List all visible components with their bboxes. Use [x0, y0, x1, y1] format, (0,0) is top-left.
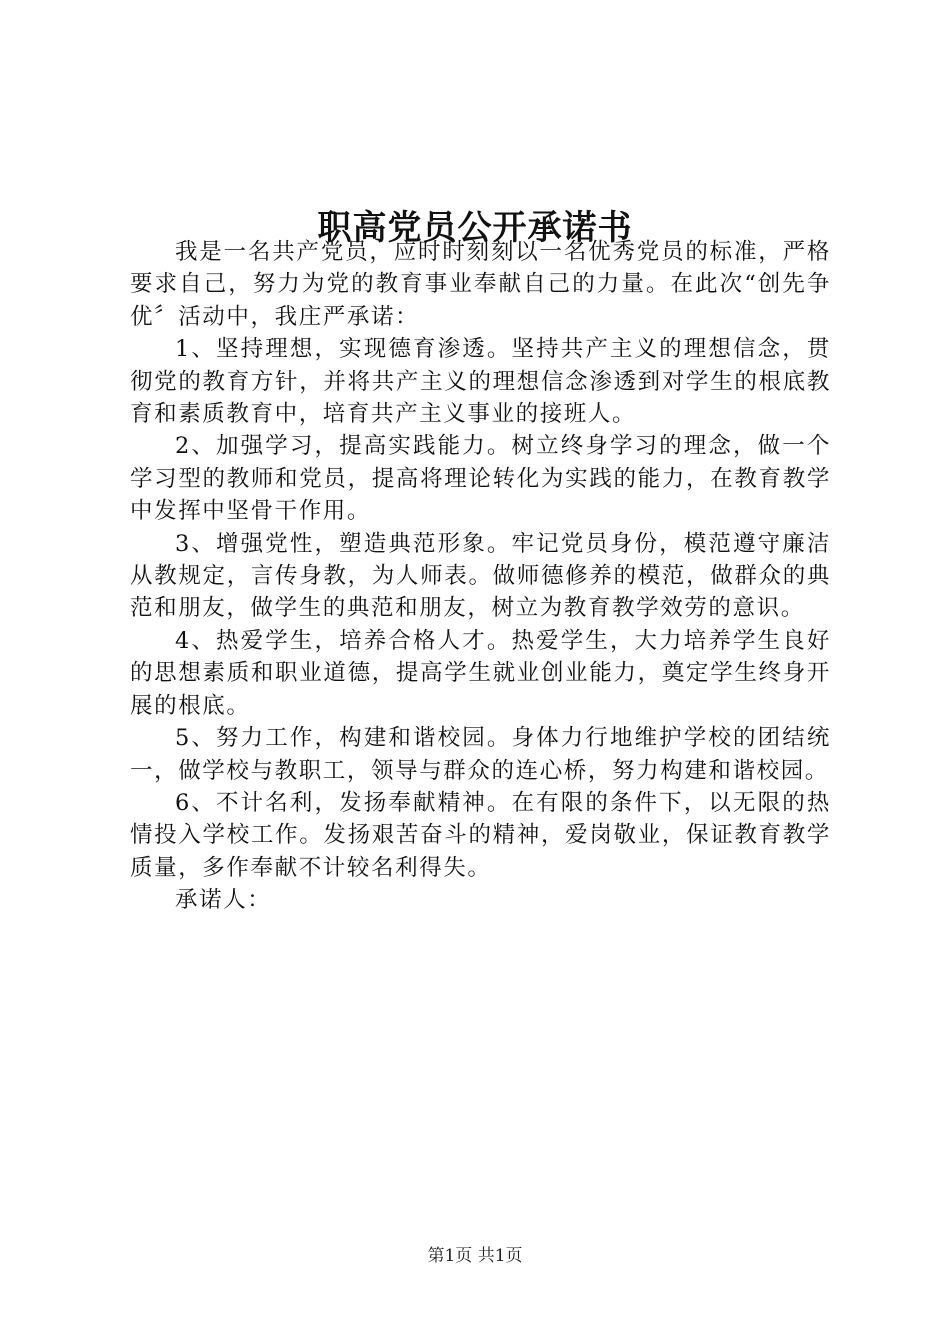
pledge-item-3: 3、增强党性，塑造典范形象。牢记党员身份，模范遵守廉洁从教规定，言传身教，为人师表。做师德修养的模范，做群众的典范和朋友，做学生的典范和朋友，树立为教育教学效劳的意识。	[130, 530, 831, 622]
pledge-item-2: 2、加强学习，提高实践能力。树立终身学习的理念，做一个学习型的教师和党员，提高将理论转化为实践的能力，在教育教学中发挥中坚骨干作用。	[130, 433, 831, 525]
pledge-item-5: 5、努力工作，构建和谐校园。身体力行地维护学校的团结统一，做学校与教职工，领导与群众的连心桥，努力构建和谐校园。	[130, 725, 831, 784]
signature-label: 承诺人：	[175, 887, 272, 914]
pledge-item-4: 4、热爱学生，培养合格人才。热爱学生，大力培养学生良好的思想素质和职业道德，提高学生就业创业能力，奠定学生终身开展的根底。	[130, 627, 831, 719]
document-body	[130, 236, 831, 917]
document-title: 职高党员公开承诺书	[317, 207, 633, 248]
pledge-item-6: 6、不计名利，发扬奉献精神。在有限的条件下，以无限的热情投入学校工作。发扬艰苦奋斗的精神，爱岗敬业，保证教育教学质量，多作奉献不计较名利得失。	[130, 789, 831, 881]
intro-paragraph: 我是一名共产党员，应时时刻刻以一名优秀党员的标准，严格要求自己，努力为党的教育事业奉献自己的力量。在此次“创先争优〞活动中，我庄严承诺：	[130, 239, 831, 330]
page-number: 第1页 共1页	[427, 1246, 523, 1266]
pledge-item-1: 1、坚持理想，实现德育渗透。坚持共产主义的理想信念，贯彻党的教育方针，并将共产主义的理想信念渗透到对学生的根底教育和素质教育中，培育共产主义事业的接班人。	[130, 336, 831, 428]
